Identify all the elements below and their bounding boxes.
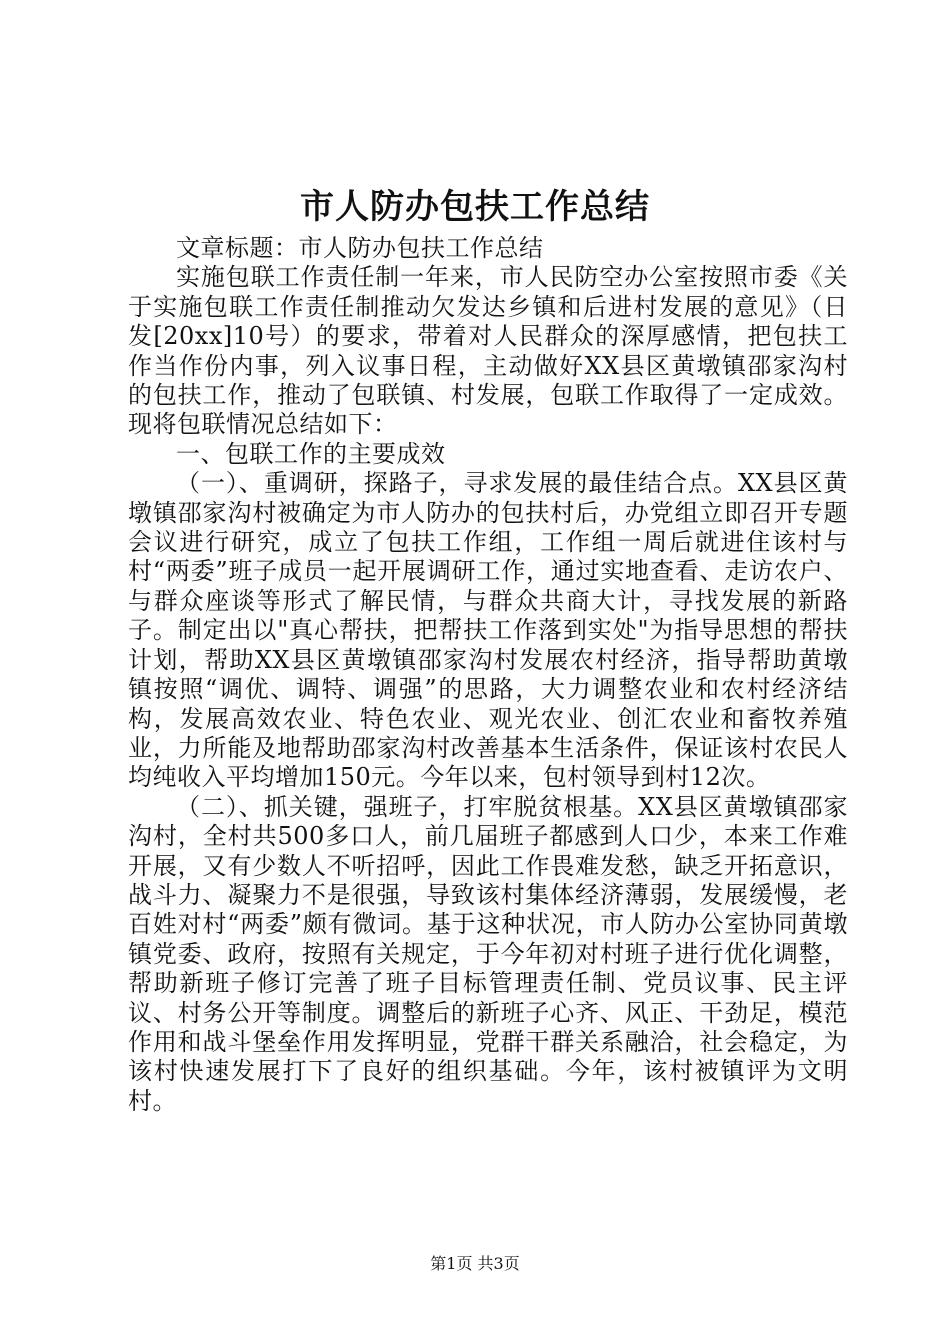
- paragraph-intro: 实施包联工作责任制一年来，市人民防空办公室按照市委《关于实施包联工作责任制推动欠发达乡镇和后进村发展的意见》（日发[20xx]10号）的要求，带着对人民群众的深厚感情，把包扶工作当作份内事，列入议事日程，主动做好XX县区黄墩镇邵家沟村的包扶工作，推动了包联镇、村发展，包联工作取得了一定成效。现将包联情况总结如下：: [128, 263, 848, 439]
- paragraph-article-title: 文章标题：市人防办包扶工作总结: [176, 234, 544, 262]
- paragraph-section-1: （一）、重调研，探路子，寻求发展的最佳结合点。XX县区黄墩镇邵家沟村被确定为市人防办的包扶村后，办党组立即召开专题会议进行研究，成立了包扶工作组，工作组一周后就进住该村与村“两委”班子成员一起开展调研工作，通过实地查看、走访农户、与群众座谈等形式了解民情，与群众共商大计，寻找发展的新路子。制定出以"真心帮扶，把帮扶工作落到实处"为指导思想的帮扶计划，帮助XX县区黄墩镇邵家沟村发展农村经济，指导帮助黄墩镇按照“调优、调特、调强”的思路，大力调整农业和农村经济结构，发展高效农业、特色农业、观光农业、创汇农业和畜牧养殖业，力所能及地帮助邵家沟村改善基本生活条件，保证该村农民人均纯收入平均增加150元。今年以来，包村领导到村12次。: [128, 469, 848, 792]
- document-body: [128, 234, 848, 1116]
- section-heading: 一、包联工作的主要成效: [176, 439, 446, 468]
- document-title: 市人防办包扶工作总结: [300, 187, 650, 227]
- page-number: 第1页 共3页: [430, 1254, 520, 1273]
- paragraph-section-2: （二）、抓关键，强班子，打牢脱贫根基。XX县区黄墩镇邵家沟村，全村共500多口人，前几届班子都感到人口少，本来工作难开展，又有少数人不听招呼，因此工作畏难发愁，缺乏开拓意识，战斗力、凝聚力不是很强，导致该村集体经济薄弱，发展缓慢，老百姓对村“两委”颇有微词。基于这种状况，市人防办公室协同黄墩镇党委、政府，按照有关规定，于今年初对村班子进行优化调整，帮助新班子修订完善了班子目标管理责任制、党员议事、民主评议、村务公开等制度。调整后的新班子心齐、风正、干劲足，模范作用和战斗堡垒作用发挥明显，党群干群关系融洽，社会稳定，为该村快速发展打下了良好的组织基础。今年，该村被镇评为文明村。: [128, 792, 848, 1115]
